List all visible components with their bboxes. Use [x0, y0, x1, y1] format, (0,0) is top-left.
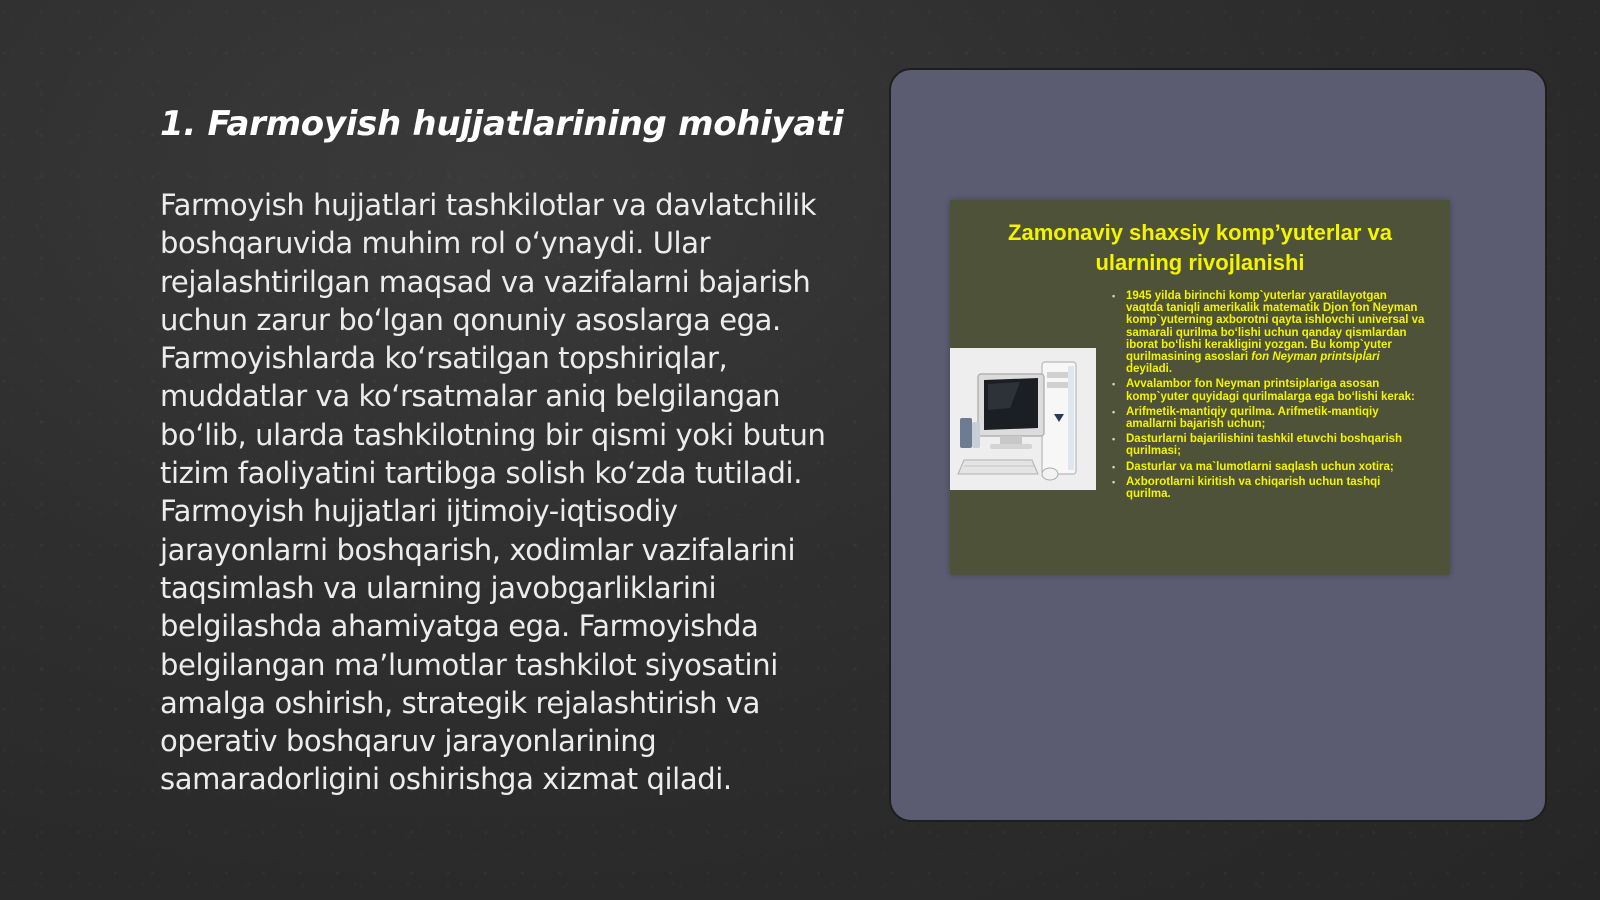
bullet-icon: • [1112, 291, 1116, 301]
desktop-computer-icon [950, 348, 1096, 490]
body-paragraph: Farmoyish hujjatlari tashkilotlar va davlatchilik boshqaruvida muhim rol o‘ynaydi. Ular rejalashtirilgan maqsad va vazifalarni bajarish uchun zarur bo‘lgan qonuniy asoslarga ega. Farmoyishlarda ko‘rsatilgan topshiriqlar, muddatlar va ko‘rsatmalar aniq belgilangan bo‘lib, ularda tashkilotning bir qismi yoki butun tizim faoliyatini tartibga solish ko‘zda tutiladi. Farmoyish hujjatlari ijtimoiy-iqtisodiy jarayonlarni boshqarish, xodimlar vazifalarini taqsimlash va ularning javobgarliklarini belgilashda ahamiyatga ega. Farmoyishda belgilangan ma’lumotlar tashkilot siyosatini amalga oshirish, strategik rejalashtirish va operativ boshqaruv jarayonlarining samaradorligini oshirishga xizmat qiladi. [160, 188, 826, 797]
slide-title-line-2: ularning rivojlanishi [1095, 250, 1305, 275]
list-item: • Dasturlar va ma`lumotlarni saqlash uchun xotira; [1112, 460, 1394, 473]
list-item: • Avvalambor fon Neyman printsiplariga asosan komp`yuter quyidagi qurilmalarga ega bo‘lishi kerak: [1112, 378, 1415, 403]
slide-title [950, 218, 1450, 278]
list-item: • 1945 yilda birinchi komp`yuterlar yaratilayotgan vaqtda taniqli amerikalik matematik Djon fon Neyman komp`yuterning axborotni qayta ishlovchi universal va samarali qurilma bo‘lishi uchun qanday qismlardan iborat bo‘lishi kerakligini yozgan. Bu komp`yuter qurilmasining asoslari fon Neyman printsiplari deyiladi. [1112, 290, 1425, 376]
list-item: • Arifmetik-mantiqiy qurilma. Arifmetik-mantiqiy amallarni bajarish uchun; [1112, 405, 1379, 431]
bullet-icon: • [1112, 379, 1116, 390]
list-item: • Dasturlarni bajarilishini tashkil etuvchi boshqarish qurilmasi; [1112, 433, 1403, 458]
page-title: 1. Farmoyish hujjatlarining mohiyati [160, 104, 844, 144]
slide-image [950, 200, 1450, 575]
slide-bullet-list [1110, 290, 1426, 503]
bullet-icon: • [1112, 461, 1116, 472]
list-item: • Axborotlarni kiritish va chiqarish uchun tashqi qurilma. [1112, 475, 1381, 501]
bullet-icon: • [1112, 476, 1116, 487]
bullet-icon: • [1112, 406, 1116, 417]
bullet-icon: • [1112, 434, 1116, 445]
slide-title-line-1: Zamonaviy shaxsiy komp’yuterlar va [1008, 220, 1392, 245]
